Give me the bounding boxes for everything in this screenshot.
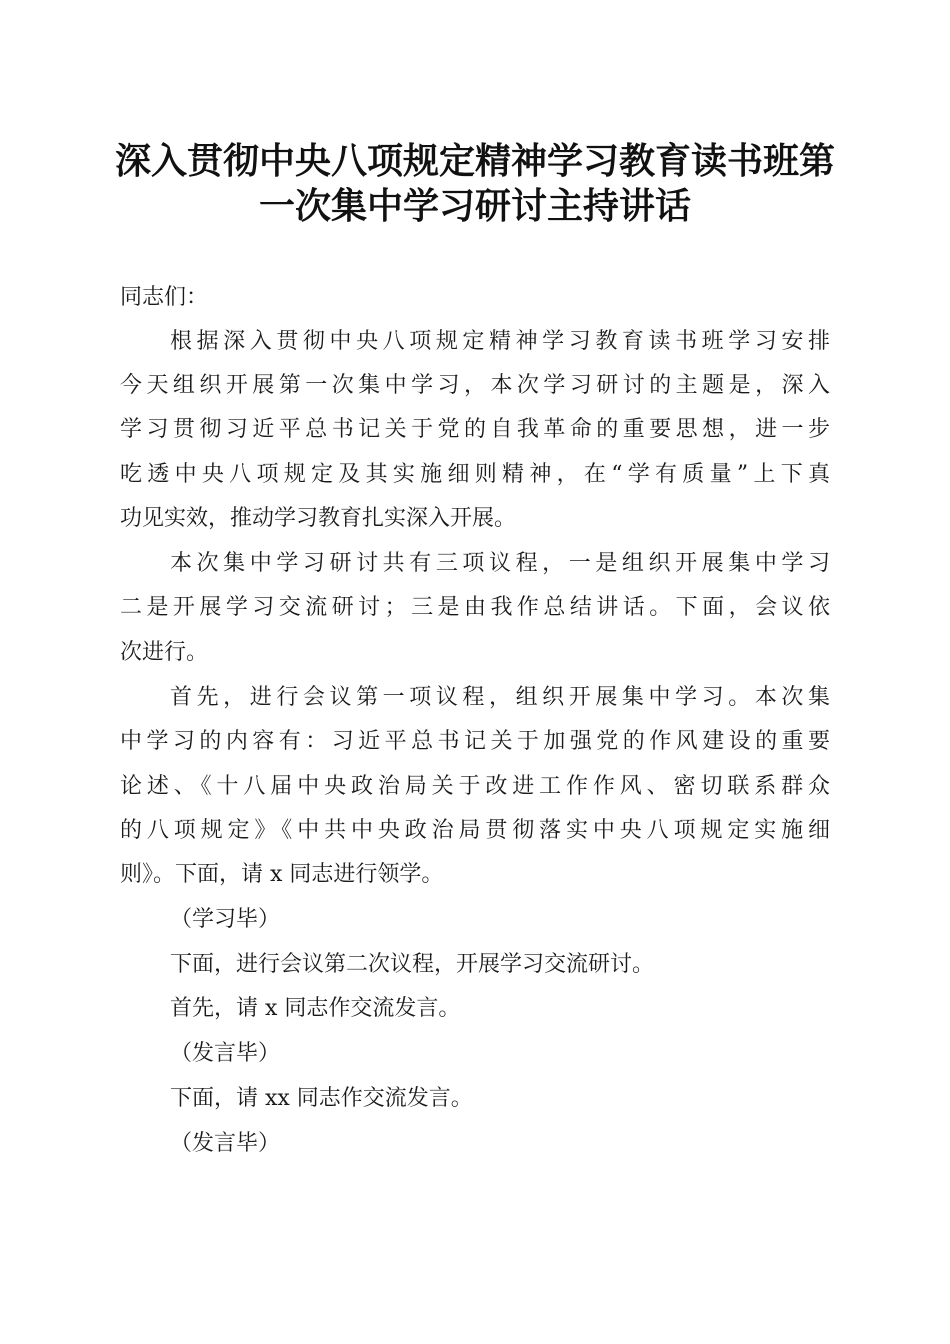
document-title-line-2: 一次集中学习研讨主持讲话: [258, 185, 691, 227]
paragraph-line: 下面，进行会议第二次议程，开展学习交流研讨。: [170, 952, 655, 977]
paragraph-line: 则》。下面，请 x 同志进行领学。: [120, 862, 444, 887]
paragraph-line: 的八项规定》《中共中央政治局贯彻落实中央八项规定实施细: [120, 818, 830, 843]
salutation: 同志们：: [120, 285, 209, 310]
paragraph-line: 论述、《十八届中央政治局关于改进工作作风、密切联系群众: [120, 774, 830, 799]
paragraph-line: 次进行。: [120, 640, 209, 665]
paragraph-line: 二是开展学习交流研讨；三是由我作总结讲话。下面，会议依: [120, 595, 830, 620]
paragraph-line: （学习毕）: [170, 907, 281, 932]
paragraph-line: （发言毕）: [170, 1041, 281, 1066]
paragraph-line: 本次集中学习研讨共有三项议程，一是组织开展集中学习: [170, 551, 830, 576]
paragraph-line: （发言毕）: [170, 1131, 281, 1156]
paragraph-line: 根据深入贯彻中央八项规定精神学习教育读书班学习安排: [170, 329, 830, 354]
paragraph-line: 首先，请 x 同志作交流发言。: [170, 996, 461, 1021]
paragraph-line: 首先，进行会议第一项议程，组织开展集中学习。本次集: [170, 685, 830, 710]
paragraph-line: 中学习的内容有：习近平总书记关于加强党的作风建设的重要: [120, 729, 830, 754]
paragraph-line: 功见实效，推动学习教育扎实深入开展。: [120, 506, 517, 531]
paragraph-line: 吃透中央八项规定及其实施细则精神，在“学有质量”上下真: [120, 462, 830, 487]
paragraph-line: 今天组织开展第一次集中学习，本次学习研讨的主题是，深入: [120, 373, 830, 398]
paragraph-line: 学习贯彻习近平总书记关于党的自我革命的重要思想，进一步: [120, 417, 830, 442]
document-title-line-1: 深入贯彻中央八项规定精神学习教育读书班第: [114, 140, 835, 182]
paragraph-line: 下面，请 xx 同志作交流发言。: [170, 1086, 473, 1111]
